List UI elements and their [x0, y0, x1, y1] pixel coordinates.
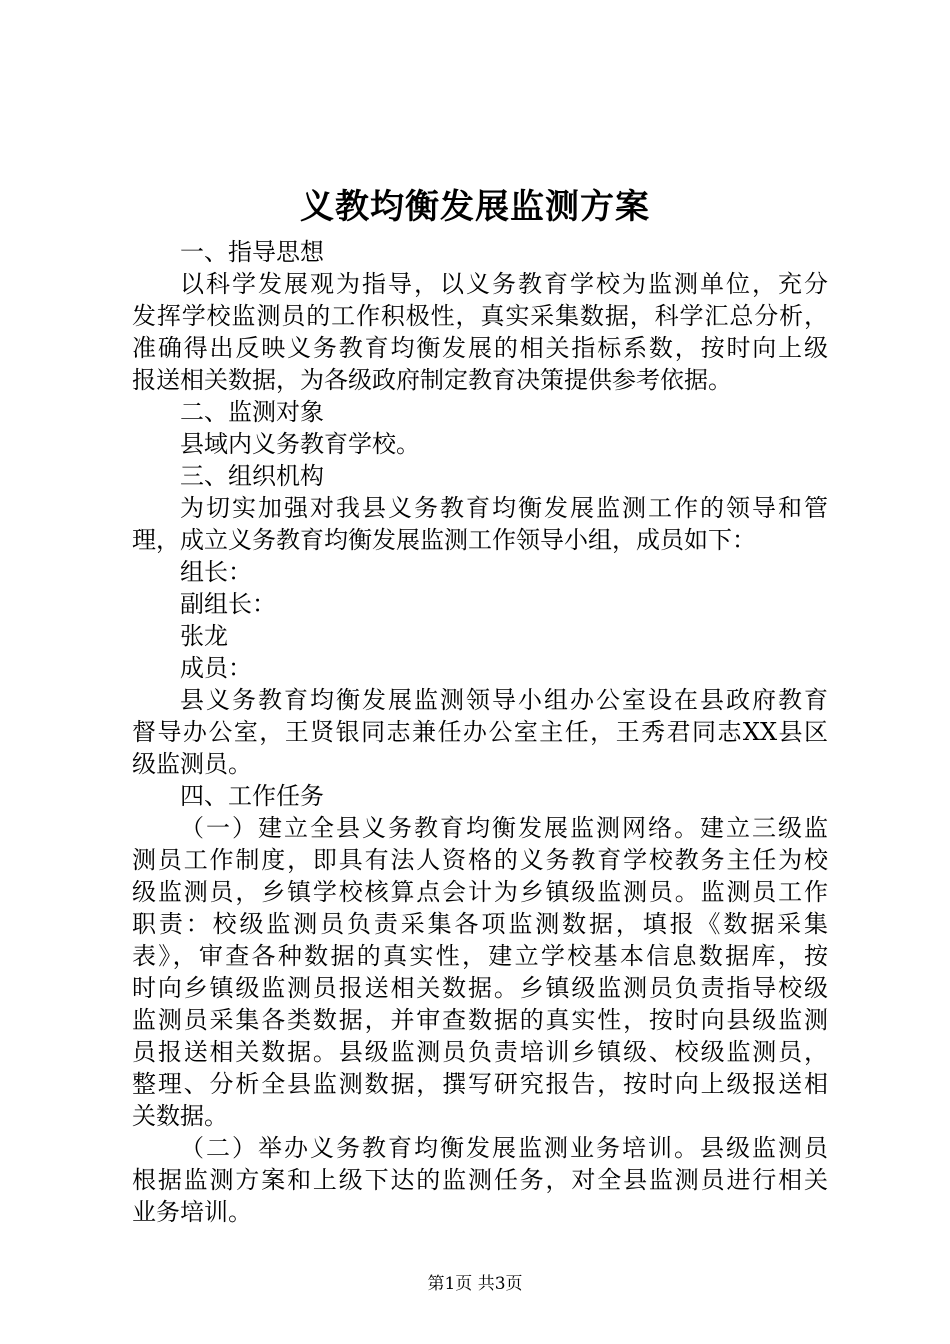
paragraph-line: 根据监测方案和上级下达的监测任务，对全县监测员进行相关	[132, 1166, 828, 1194]
heading-guiding-ideology: 一、指导思想	[180, 238, 324, 266]
paragraph-line: 成员：	[180, 654, 252, 682]
paragraph-line: 督导办公室，王贤银同志兼任办公室主任，王秀君同志XX县区	[132, 718, 828, 746]
page-footer: 第1页 共3页	[427, 1274, 523, 1294]
paragraph-line: 级监测员，乡镇学校核算点会计为乡镇级监测员。监测员工作	[132, 878, 828, 906]
paragraph-line: 发挥学校监测员的工作积极性，真实采集数据，科学汇总分析，	[132, 302, 828, 330]
heading-monitoring-object: 二、监测对象	[180, 398, 324, 426]
paragraph-line: 组长：	[180, 558, 252, 586]
paragraph-line: 副组长：	[180, 590, 276, 618]
paragraph-line: 监测员采集各类数据，并审查数据的真实性，按时向县级监测	[132, 1006, 828, 1034]
paragraph-line: 张龙	[180, 622, 228, 650]
paragraph-line: 准确得出反映义务教育均衡发展的相关指标系数，按时向上级	[132, 334, 828, 362]
paragraph-line: 员报送相关数据。县级监测员负责培训乡镇级、校级监测员，	[132, 1038, 828, 1066]
paragraph-line: 县义务教育均衡发展监测领导小组办公室设在县政府教育	[180, 686, 828, 714]
paragraph-line: （二）举办义务教育均衡发展监测业务培训。县级监测员	[180, 1134, 828, 1162]
paragraph-line: 级监测员。	[132, 750, 252, 778]
heading-work-tasks: 四、工作任务	[180, 782, 324, 810]
paragraph-line: 测员工作制度，即具有法人资格的义务教育学校教务主任为校	[132, 846, 828, 874]
paragraph-line: 表》，审查各种数据的真实性，建立学校基本信息数据库，按	[132, 942, 828, 970]
paragraph-line: 职责：校级监测员负责采集各项监测数据，填报《数据采集	[132, 910, 828, 938]
paragraph-line: 关数据。	[132, 1102, 228, 1130]
paragraph-line: 理，成立义务教育均衡发展监测工作领导小组，成员如下：	[132, 526, 756, 554]
paragraph-line: （一）建立全县义务教育均衡发展监测网络。建立三级监	[180, 814, 828, 842]
heading-organization: 三、组织机构	[180, 462, 324, 490]
paragraph-line: 以科学发展观为指导，以义务教育学校为监测单位，充分	[180, 270, 828, 298]
paragraph-line: 整理、分析全县监测数据，撰写研究报告，按时向上级报送相	[132, 1070, 828, 1098]
paragraph-line: 县域内义务教育学校。	[180, 430, 420, 458]
paragraph-line: 业务培训。	[132, 1198, 252, 1226]
paragraph-line: 时向乡镇级监测员报送相关数据。乡镇级监测员负责指导校级	[132, 974, 828, 1002]
document-title: 义教均衡发展监测方案	[300, 187, 650, 227]
paragraph-line: 为切实加强对我县义务教育均衡发展监测工作的领导和管	[180, 494, 828, 522]
paragraph-line: 报送相关数据，为各级政府制定教育决策提供参考依据。	[132, 366, 732, 394]
